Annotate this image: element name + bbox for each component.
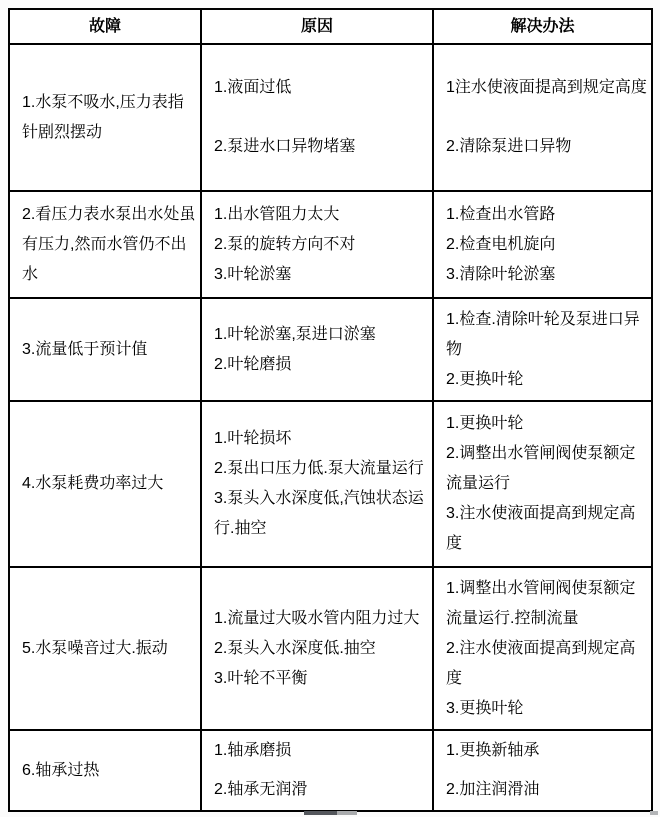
- fault-cell: [9, 567, 201, 730]
- solution-item: 2.更换叶轮: [446, 370, 524, 388]
- cause-item: 1.叶轮损坏: [214, 430, 292, 447]
- fault-text: 2.看压力表水泵出水处虽有压力,然而水管仍不出水: [22, 205, 196, 283]
- fault-text: 1.水泵不吸水,压力表指针剧烈摆动: [22, 93, 184, 141]
- solution-item: 2.调整出水管闸阀使泵额定流量运行: [446, 445, 636, 492]
- solution-item: 2.注水使液面提高到规定高度: [446, 639, 636, 687]
- cause-item: 2.叶轮磨损: [214, 355, 292, 373]
- cause-cell: [201, 401, 433, 567]
- cause-item: 1.流量过大吸水管内阻力过大: [214, 609, 420, 627]
- solution-item: 1.更换叶轮: [446, 415, 524, 432]
- cause-item: 2.泵进水口异物堵塞: [214, 138, 356, 155]
- solution-item: 3.更换叶轮: [446, 699, 524, 717]
- solution-item: 3.注水使液面提高到规定高度: [446, 505, 636, 552]
- solution-cell: [433, 401, 652, 567]
- cause-item: 3.叶轮淤塞: [214, 265, 292, 283]
- solution-cell: [433, 730, 652, 811]
- fault-cell: [9, 44, 201, 191]
- pump-troubleshooting-table: [8, 8, 653, 812]
- cause-cell: [201, 298, 433, 401]
- solution-item: 1.更换新轴承: [446, 742, 540, 759]
- solution-cell: [433, 298, 652, 401]
- cause-cell: [201, 567, 433, 730]
- solution-item: 2.清除泵进口异物: [446, 138, 572, 155]
- table-corner-handle[interactable]: [650, 811, 658, 815]
- solution-item: 2.检查电机旋向: [446, 235, 556, 253]
- fault-cell: [9, 730, 201, 811]
- cause-item: 3.泵头入水深度低,汽蚀状态运行.抽空: [214, 490, 424, 537]
- cause-item: 2.泵的旋转方向不对: [214, 235, 356, 253]
- solution-item: 1.调整出水管闸阀使泵额定流量运行.控制流量: [446, 579, 636, 627]
- fault-cell: [9, 298, 201, 401]
- header-solution: 解决办法: [433, 9, 652, 44]
- solution-cell: [433, 44, 652, 191]
- fault-text: 5.水泵噪音过大.振动: [22, 639, 168, 657]
- solution-cell: [433, 191, 652, 298]
- table-row: [9, 44, 652, 191]
- solution-item: 1注水使液面提高到规定高度: [446, 79, 647, 96]
- cause-item: 2.泵头入水深度低.抽空: [214, 639, 376, 657]
- table-row: [9, 191, 652, 298]
- fault-cell: [9, 401, 201, 567]
- table-row: [9, 401, 652, 567]
- table-header-row: [9, 9, 652, 44]
- cause-cell: [201, 44, 433, 191]
- fault-cell: [9, 191, 201, 298]
- cause-item: 2.轴承无润滑: [214, 781, 308, 798]
- solution-cell: [433, 567, 652, 730]
- table-resize-handle[interactable]: [304, 811, 357, 815]
- header-fault: 故障: [9, 9, 201, 44]
- cause-item: 1.液面过低: [214, 79, 292, 96]
- cause-item: 1.叶轮淤塞,泵进口淤塞: [214, 325, 376, 343]
- fault-text: 4.水泵耗费功率过大: [22, 475, 164, 492]
- cause-cell: [201, 730, 433, 811]
- table-row: [9, 567, 652, 730]
- fault-text: 3.流量低于预计值: [22, 340, 148, 358]
- cause-item: 1.出水管阻力太大: [214, 205, 340, 223]
- table-row: [9, 298, 652, 401]
- fault-text: 6.轴承过热: [22, 761, 100, 779]
- cause-item: 2.泵出口压力低.泵大流量运行: [214, 460, 424, 477]
- cause-cell: [201, 191, 433, 298]
- table-row: [9, 730, 652, 811]
- solution-item: 2.加注润滑油: [446, 781, 540, 798]
- solution-item: 1.检查.清除叶轮及泵进口异物: [446, 310, 640, 358]
- header-cause: 原因: [201, 9, 433, 44]
- solution-item: 1.检查出水管路: [446, 205, 556, 223]
- cause-item: 3.叶轮不平衡: [214, 669, 308, 687]
- cause-item: 1.轴承磨损: [214, 742, 292, 759]
- solution-item: 3.清除叶轮淤塞: [446, 265, 556, 283]
